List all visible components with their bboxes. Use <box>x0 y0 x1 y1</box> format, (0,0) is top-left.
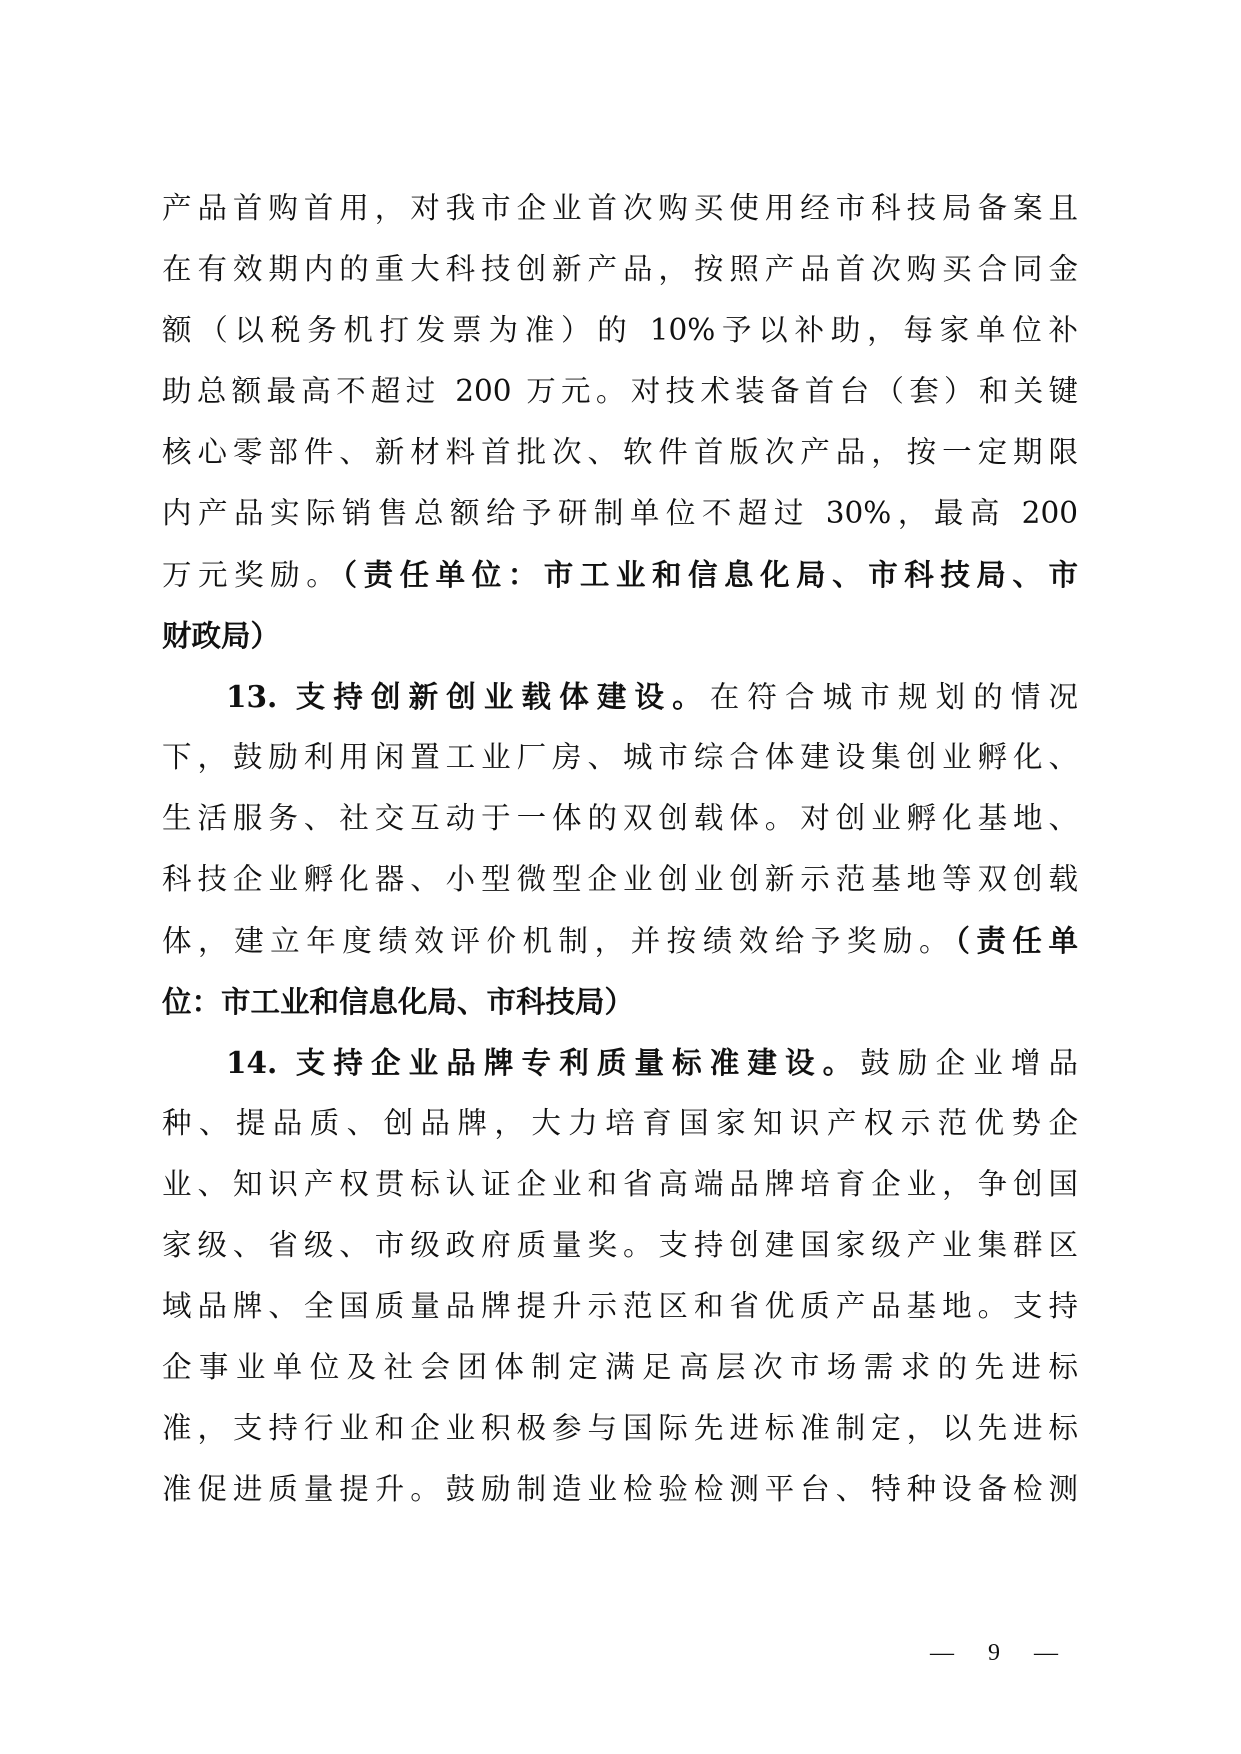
responsibility-note: （责任单 <box>955 923 1078 958</box>
text-line: 助总额最高不超过 200 万元。对技术装备首台（套）和关键 <box>162 374 1078 408</box>
text-line: 下，鼓励利用闲置工业厂房、城市综合体建设集创业孵化、 <box>162 740 1078 774</box>
text-line: 内产品实际销售总额给予研制单位不超过 30%，最高 200 <box>162 496 1078 530</box>
text-segment: 在符合城市规划的情况 <box>709 680 1078 714</box>
responsibility-note: 财政局） <box>162 618 281 653</box>
text-line: 核心零部件、新材料首批次、软件首版次产品，按一定期限 <box>162 435 1078 469</box>
text-line <box>162 544 1078 605</box>
text-line: 科技企业孵化器、小型微型企业创业创新示范基地等双创载 <box>162 862 1078 896</box>
text-line: 产品首购首用，对我市企业首次购买使用经市科技局备案且 <box>162 191 1078 225</box>
section-14-line <box>162 1032 1078 1093</box>
text-line <box>162 605 1078 666</box>
page-number: — 9 — <box>930 1640 1072 1666</box>
text-line: 额（以税务机打发票为准）的 10%予以补助，每家单位补 <box>162 313 1078 347</box>
text-line: 家级、省级、市级政府质量奖。支持创建国家级产业集群区 <box>162 1228 1078 1262</box>
text-segment: 体，建立年度绩效评价机制，并按绩效给予奖励。 <box>162 924 956 958</box>
text-line: 企事业单位及社会团体制定满足高层次市场需求的先进标 <box>162 1350 1078 1384</box>
text-line: 业、知识产权贯标认证企业和省高端品牌培育企业，争创国 <box>162 1167 1078 1201</box>
section-heading: 14. 支持企业品牌专利质量标准建设。 <box>226 1045 861 1080</box>
responsibility-note: 位：市工业和信息化局、市科技局） <box>162 984 635 1019</box>
text-segment: 万元奖励。 <box>162 558 343 592</box>
text-line: 生活服务、社交互动于一体的双创载体。对创业孵化基地、 <box>162 801 1078 835</box>
text-line <box>162 971 1078 1032</box>
text-segment: 鼓励企业增品 <box>860 1046 1078 1080</box>
text-line: 准促进质量提升。鼓励制造业检验检测平台、特种设备检测 <box>162 1472 1078 1506</box>
section-13-line <box>162 666 1078 727</box>
text-line: 在有效期内的重大科技创新产品，按照产品首次购买合同金 <box>162 252 1078 286</box>
responsibility-note: （责任单位：市工业和信息化局、市科技局、市 <box>342 557 1078 592</box>
text-line: 种、提品质、创品牌，大力培育国家知识产权示范优势企 <box>162 1106 1078 1140</box>
document-body <box>162 178 1078 1520</box>
text-line: 准，支持行业和企业积极参与国际先进标准制定，以先进标 <box>162 1411 1078 1445</box>
section-heading: 13. 支持创新创业载体建设。 <box>226 679 710 714</box>
text-line: 域品牌、全国质量品牌提升示范区和省优质产品基地。支持 <box>162 1289 1078 1323</box>
text-line <box>162 910 1078 971</box>
